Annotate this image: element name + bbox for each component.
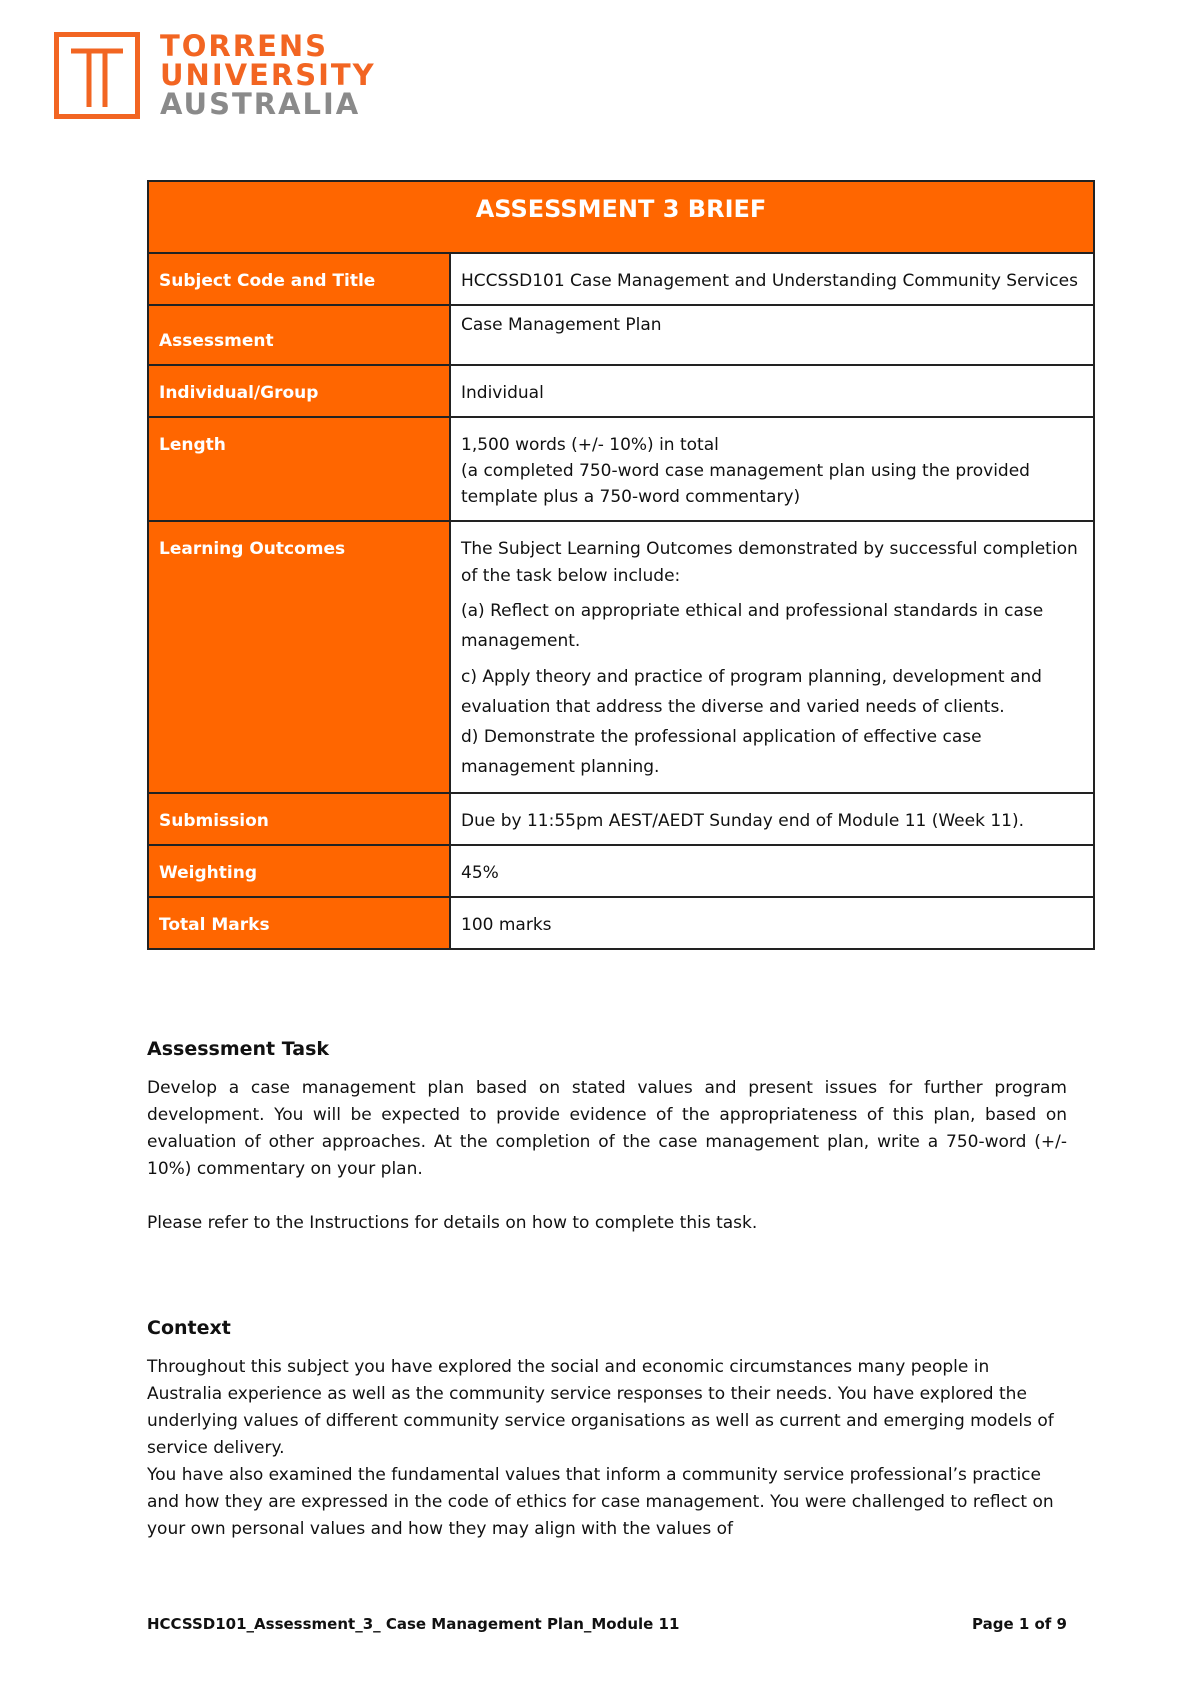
table-row: [148, 305, 1094, 365]
length-line-2: (a completed 750-word case management plan using the provided template plus a 750-word commentary): [461, 461, 1030, 507]
row-label-weighting: Weighting: [148, 845, 450, 897]
row-value-subject: HCCSSD101 Case Management and Understanding Community Services: [450, 253, 1094, 305]
table-row: [148, 365, 1094, 417]
length-line-1: 1,500 words (+/- 10%) in total: [461, 435, 719, 455]
logo-t-icon: [54, 32, 140, 119]
assessment-task-heading: Assessment Task: [147, 1038, 330, 1060]
context-heading: Context: [147, 1317, 231, 1339]
table-row: [148, 897, 1094, 949]
page-footer: [147, 1615, 1067, 1633]
context-paragraph-1: Throughout this subject you have explored the social and economic circumstances many people in Australia experience as well as the community service responses to their needs. You have explored the underlying values of different community service organisations as well as current and emerging models of service delivery.: [147, 1357, 1054, 1458]
assessment-brief-table: [147, 180, 1095, 950]
row-label-individual-group: Individual/Group: [148, 365, 450, 417]
table-row: [148, 793, 1094, 845]
logo-word-australia: AUSTRALIA: [160, 87, 361, 121]
table-row: [148, 521, 1094, 793]
outcomes-intro: The Subject Learning Outcomes demonstrated by successful completion of the task below include:: [461, 539, 1078, 586]
row-value-learning-outcomes: [450, 521, 1094, 793]
row-label-assessment: Assessment: [148, 305, 450, 365]
table-row: [148, 253, 1094, 305]
assessment-task-instructions-note: Please refer to the Instructions for details on how to complete this task.: [147, 1213, 758, 1233]
row-label-length: Length: [148, 417, 450, 521]
row-label-total-marks: Total Marks: [148, 897, 450, 949]
row-label-learning-outcomes: Learning Outcomes: [148, 521, 450, 793]
row-label-subject: Subject Code and Title: [148, 253, 450, 305]
footer-page-number: Page 1 of 9: [972, 1615, 1067, 1633]
logo-word-torrens: TORRENS: [160, 29, 329, 63]
logo-word-university: UNIVERSITY: [160, 58, 376, 92]
row-value-submission: Due by 11:55pm AEST/AEDT Sunday end of Module 11 (Week 11).: [450, 793, 1094, 845]
table-row: [148, 845, 1094, 897]
row-value-individual-group: Individual: [450, 365, 1094, 417]
context-section: [147, 1315, 1067, 1543]
row-value-assessment: Case Management Plan: [450, 305, 1094, 365]
assessment-task-section: [147, 1036, 1067, 1237]
university-logo: [54, 29, 384, 122]
row-label-submission: Submission: [148, 793, 450, 845]
brief-title: ASSESSMENT 3 BRIEF: [148, 181, 1094, 253]
footer-document-name: HCCSSD101_Assessment_3_ Case Management Plan_Module 11: [147, 1615, 680, 1633]
row-value-total-marks: 100 marks: [450, 897, 1094, 949]
table-row: [148, 417, 1094, 521]
outcome-d: d) Demonstrate the professional application of effective case management planning.: [461, 727, 982, 777]
context-paragraph-2: You have also examined the fundamental values that inform a community service professional’s practice and how they are expressed in the code of ethics for case management. You were challenged to reflect on your own personal values and how they may align with the values of: [147, 1465, 1054, 1539]
outcome-a: (a) Reflect on appropriate ethical and professional standards in case management.: [461, 601, 1044, 651]
outcome-c: c) Apply theory and practice of program planning, development and evaluation that address the diverse and varied needs of clients.: [461, 667, 1042, 717]
row-value-length: [450, 417, 1094, 521]
assessment-task-paragraph: Develop a case management plan based on stated values and present issues for further program development. You will be expected to provide evidence of the appropriateness of this plan, based on evaluation of other approaches. At the completion of the case management plan, write a 750-word (+/- 10%) commentary on your plan.: [147, 1078, 1067, 1179]
row-value-weighting: 45%: [450, 845, 1094, 897]
